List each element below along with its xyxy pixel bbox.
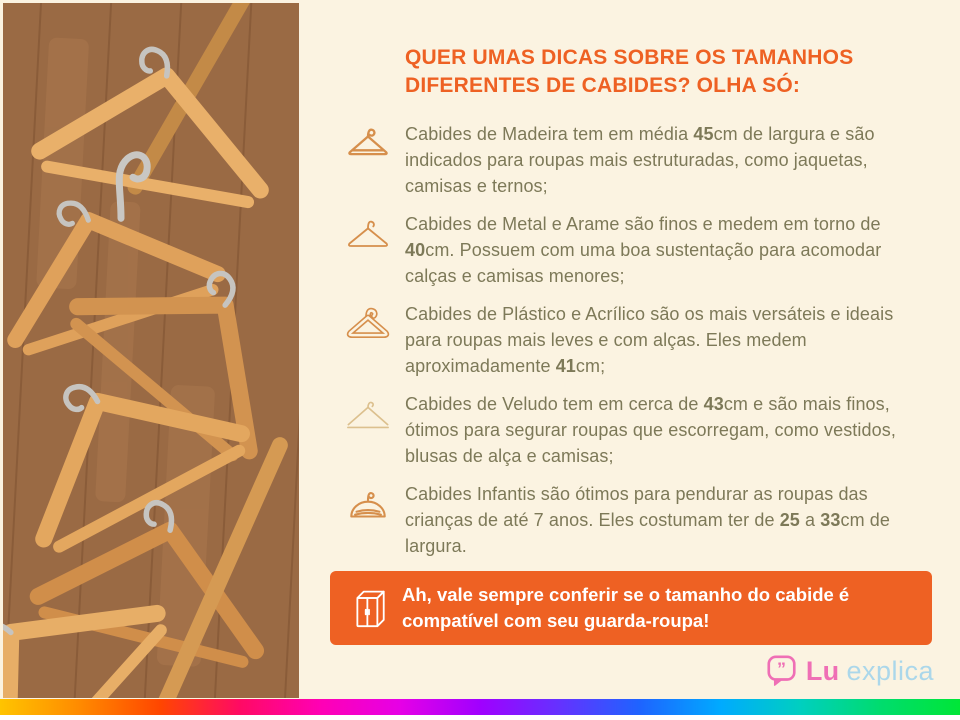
svg-text:”: ” <box>776 658 786 679</box>
tip-plastic-hangers <box>330 301 932 379</box>
page-title <box>405 44 932 99</box>
wood-hanger-icon <box>330 121 405 199</box>
logo-name-bold: Lu <box>805 655 840 686</box>
wooden-hangers-photo <box>3 3 299 698</box>
bottom-white-strip <box>0 715 960 720</box>
kids-hanger-icon <box>330 481 405 559</box>
page-title-line2: DIFERENTES DE CABIDES? OLHA SÓ: <box>405 73 801 97</box>
wire-hanger-icon <box>330 211 405 289</box>
tip-text: Cabides de Veludo tem em cerca de 43cm e são mais finos, ótimos para segurar roupas que escorregam, como vestidos, blusas de alça e camisas; <box>405 394 896 467</box>
callout-box <box>330 571 932 645</box>
speech-bubble-quotes-icon <box>765 653 799 689</box>
logo-name-light: explica <box>846 655 934 686</box>
tip-kids-hangers <box>330 481 932 559</box>
tip-text: Cabides Infantis são ótimos para pendurar as roupas das crianças de até 7 anos. Eles costumam ter de 25 a 33cm de largura. <box>405 484 891 557</box>
tip-text: Cabides de Metal e Arame são finos e medem em torno de 40cm. Possuem com uma boa sustentação para acomodar calças e camisas menores; <box>405 214 882 287</box>
tips-panel <box>330 0 932 645</box>
lu-explica-logo <box>765 653 934 689</box>
tip-text: Cabides de Plástico e Acrílico são os mais versáteis e ideais para roupas mais leves e com alças. Eles medem aproximadamente 41cm; <box>405 304 894 377</box>
plastic-hanger-icon <box>330 301 405 379</box>
tip-velvet-hangers <box>330 391 932 469</box>
page-title-line1: QUER UMAS DICAS SOBRE OS TAMANHOS <box>405 46 854 69</box>
tip-metal-hangers <box>330 211 932 289</box>
velvet-hanger-icon <box>330 391 405 469</box>
wardrobe-icon <box>340 586 402 630</box>
tip-text: Cabides de Madeira tem em média 45cm de largura e são indicados para roupas mais estruturadas, como jaquetas, camisas e ternos; <box>405 124 875 197</box>
tip-wood-hangers <box>330 121 932 199</box>
rainbow-bar <box>0 699 960 715</box>
callout-text: Ah, vale sempre conferir se o tamanho do cabide é compatível com seu guarda-roupa! <box>402 584 850 632</box>
